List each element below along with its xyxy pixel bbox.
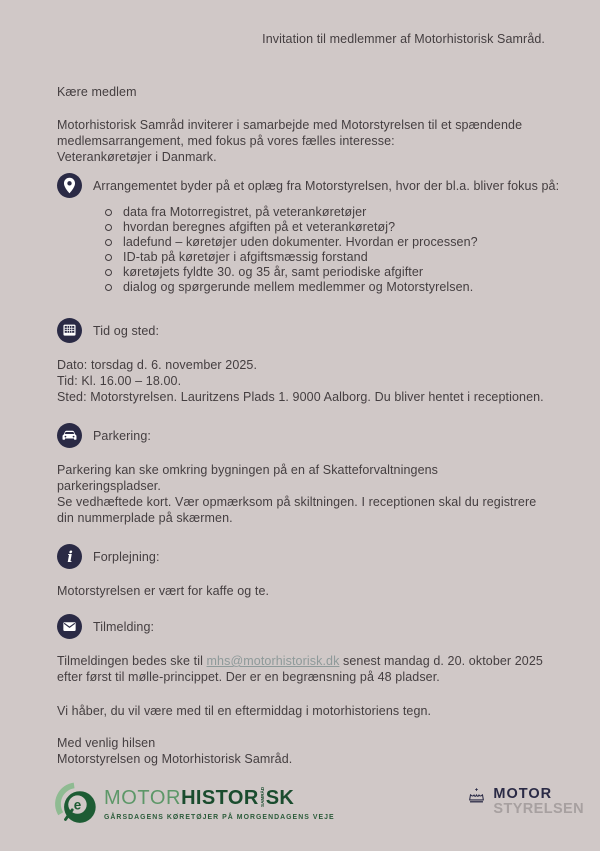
time-place-details (57, 357, 545, 405)
catering-header (57, 544, 545, 569)
email-link[interactable]: mhs@motorhistorisk.dk (206, 654, 340, 668)
bullet-marker (105, 224, 112, 231)
motorstyrelsen-logo (466, 787, 584, 817)
crown-icon (466, 787, 487, 804)
bullet-marker (105, 239, 112, 246)
section-parking (57, 423, 545, 526)
motorstyrelsen-wordmark (493, 787, 584, 817)
intro-paragraph (57, 117, 545, 165)
time-place-heading: Tid og sted: (93, 323, 160, 338)
parking-line: din nummerplade på skærmen. (57, 511, 233, 525)
catering-line: Motorstyrelsen er vært for kaffe og te. (57, 584, 270, 598)
info-icon (57, 544, 82, 569)
bullet-text: data fra Motorregistret, på veterankøretøjer (123, 205, 367, 219)
bullet-text: køretøjets fyldte 30. og 35 år, samt periodiske afgifter (123, 265, 424, 279)
car-icon (57, 423, 82, 448)
parking-line: Se vedhæftede kort. Vær opmærksom på skiltningen. I receptionen skal du registrere (57, 495, 537, 509)
svg-text:i: i (67, 548, 73, 566)
intro-line: medlemsarrangement, med fokus på vores fælles interesse: (57, 134, 395, 148)
signup-header (57, 614, 545, 639)
bullet-text: hvordan beregnes afgiften på et veterankøretøj? (123, 220, 396, 234)
section-catering (57, 544, 545, 599)
parking-header (57, 423, 545, 448)
section-signup (57, 614, 545, 685)
signup-line: efter først til mølle-princippet. Der er en begrænsning på 48 pladser. (57, 670, 440, 684)
bullet-text: ID-tab på køretøjer i afgiftsmæssig forstand (123, 250, 368, 264)
parking-paragraph (57, 462, 545, 526)
motorhistorisk-wheel-icon (54, 781, 100, 833)
svg-text:e: e (73, 797, 82, 813)
footer (0, 776, 600, 851)
wordmark-sk: SK (265, 787, 295, 809)
page-title: Invitation til medlemmer af Motorhistorisk Samråd. (262, 32, 545, 46)
agenda-heading: Arrangementet byder på et oplæg fra Motorstyrelsen, hvor der bl.a. bliver fokus på: (93, 178, 560, 193)
motorhistorisk-logo (54, 781, 335, 833)
list-item (105, 280, 545, 295)
signature-block (57, 735, 545, 767)
closing-hope: Vi håber, du vil være med til en eftermiddag i motorhistoriens tegn. (57, 704, 432, 718)
time-line: Tid: Kl. 16.00 – 18.00. (57, 374, 182, 388)
signup-text-before: Tilmeldingen bedes ske til (57, 654, 207, 668)
bullet-marker (105, 254, 112, 261)
signup-line (57, 653, 545, 669)
list-item (105, 250, 545, 265)
bullet-marker (105, 284, 112, 291)
calendar-icon (57, 318, 82, 343)
place-line: Sted: Motorstyrelsen. Lauritzens Plads 1. 9000 Aalborg. Du bliver hentet i receptionen. (57, 390, 544, 404)
section-time-place (57, 318, 545, 405)
parking-heading: Parkering: (93, 428, 151, 443)
bullet-marker (105, 209, 112, 216)
list-item (105, 205, 545, 220)
intro-line: Veterankøretøjer i Danmark. (57, 150, 217, 164)
time-place-header (57, 318, 545, 343)
bullet-text: ladefund – køretøjer uden dokumenter. Hvordan er processen? (123, 235, 478, 249)
list-item (105, 265, 545, 280)
wordmark-styrelsen-gray: STYRELSEN (493, 801, 584, 817)
wordmark-samraad-vertical: SAMRÅD (259, 786, 265, 807)
bullet-marker (105, 269, 112, 276)
parking-line: Parkering kan ske omkring bygningen på en af Skatteforvaltningens parkeringspladser. (57, 463, 439, 493)
motorhistorisk-tagline: GÅRSDAGENS KØRETØJER PÅ MORGENDAGENS VEJE (104, 814, 335, 821)
greeting: Kære medlem (57, 85, 137, 99)
section-agenda (57, 173, 560, 295)
agenda-header (57, 173, 560, 198)
wordmark-motor: MOTOR (104, 787, 182, 809)
signup-text-after: senest mandag d. 20. oktober 2025 (339, 654, 543, 668)
envelope-icon (57, 614, 82, 639)
signup-paragraph (57, 653, 545, 685)
wordmark-motor-navy: MOTOR (493, 786, 553, 802)
catering-paragraph (57, 583, 545, 599)
list-item (105, 235, 545, 250)
catering-heading: Forplejning: (93, 549, 160, 564)
agenda-bullet-list (57, 205, 545, 295)
signup-heading: Tilmelding: (93, 619, 155, 634)
date-line: Dato: torsdag d. 6. november 2025. (57, 358, 258, 372)
list-item (105, 220, 545, 235)
bullet-text: dialog og spørgerunde mellem medlemmer og Motorstyrelsen. (123, 280, 474, 294)
signature-line: Motorstyrelsen og Motorhistorisk Samråd. (57, 752, 293, 766)
wordmark-histor: HISTOR (181, 787, 259, 809)
location-pin-icon (57, 173, 82, 198)
motorhistorisk-wordmark (104, 788, 335, 826)
intro-line: Motorhistorisk Samråd inviterer i samarbejde med Motorstyrelsen til et spændende (57, 118, 523, 132)
signoff-line: Med venlig hilsen (57, 736, 156, 750)
